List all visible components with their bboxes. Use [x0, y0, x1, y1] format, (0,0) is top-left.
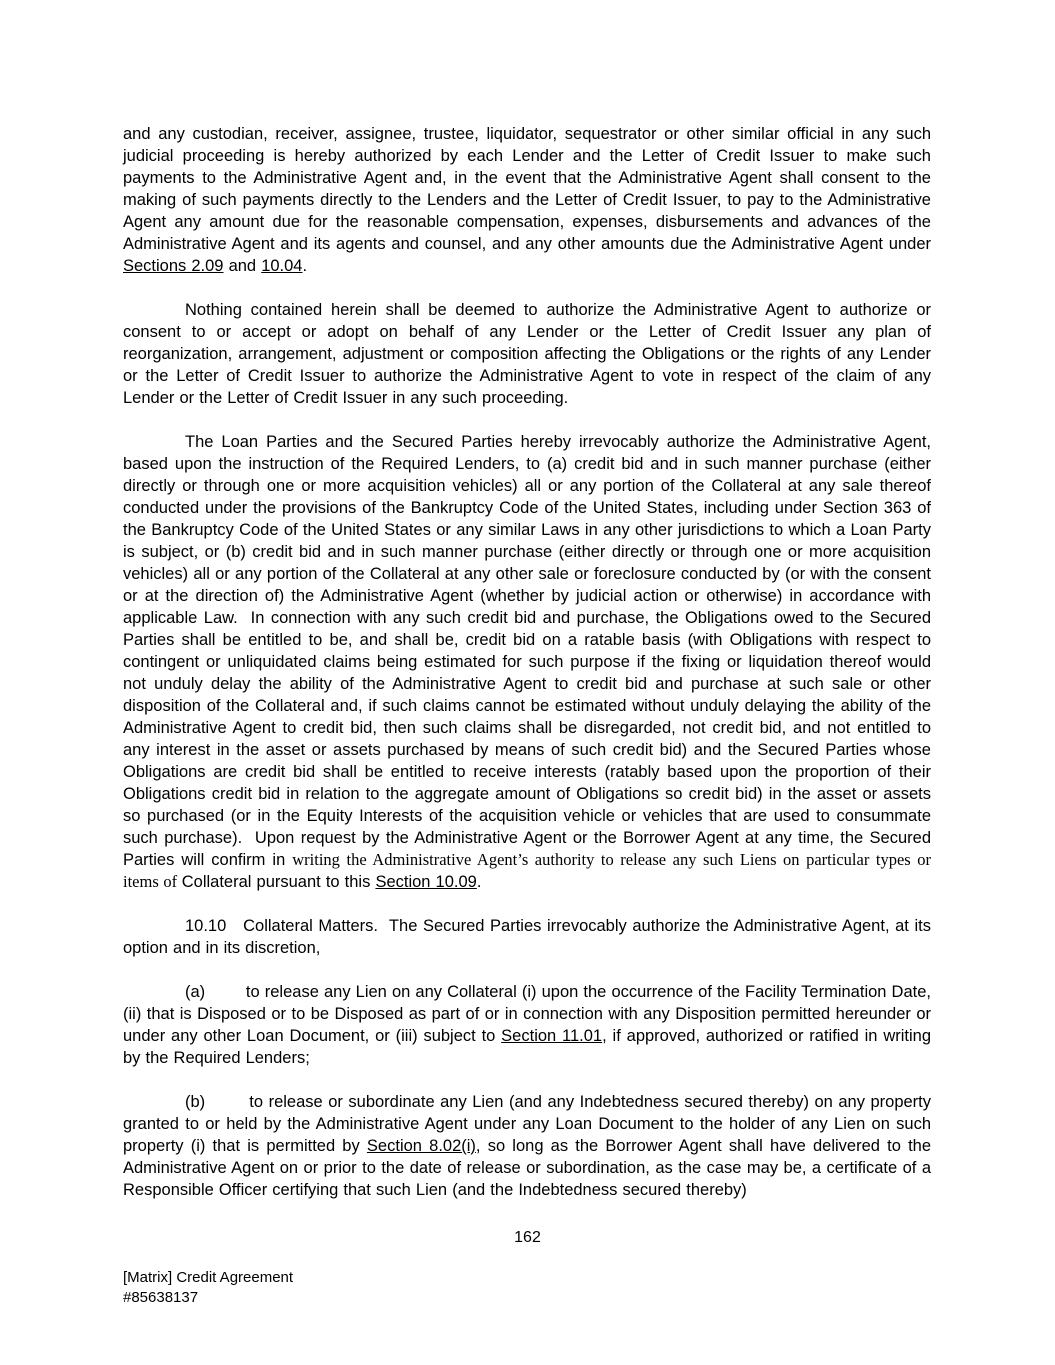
paragraph — [123, 431, 931, 893]
document-body — [123, 123, 931, 1223]
paragraph — [123, 981, 931, 1069]
section-reference: Section 10.09 — [375, 873, 477, 891]
page-footer — [123, 1268, 293, 1308]
section-reference: 10.04 — [261, 257, 303, 275]
text-run: , if approved, authorized or ratified in writing by the Required Lenders; — [123, 1027, 932, 1067]
text-run: writing the Administrative Agent’s authority to release any such Liens on particular types or items of — [123, 850, 931, 891]
text-run: , so long as the Borrower Agent shall have delivered to the Administrative Agent on or prior to the date of release or subordination, as the case may be, a certificate of a Responsible Officer certifying that such Lien (and the Indebtedness secured thereby) — [123, 1137, 932, 1199]
footer-doc-title: [Matrix] Credit Agreement — [123, 1269, 294, 1286]
paragraph — [123, 299, 931, 409]
text-run: Nothing contained herein shall be deemed to authorize the Administrative Agent to authorize or consent to or accept or adopt on behalf of any Lender or the Letter of Credit Issuer any plan of reorganization, arrangement, adjustment or composition affecting the Obligations or the rights of any Lender or the Letter of Credit Issuer to authorize the Administrative Agent to vote in respect of the claim of any Lender or the Letter of Credit Issuer in any such proceeding. — [123, 301, 931, 407]
text-run: . — [302, 257, 308, 275]
footer-doc-id: #85638137 — [123, 1289, 199, 1306]
paragraph — [123, 123, 931, 277]
paragraph — [123, 915, 931, 959]
text-run: . — [476, 873, 482, 891]
text-run: (a) to release any Lien on any Collateral (i) upon the occurrence of the Facility Termination Date, (ii) that is Disposed or to be Disposed as part of or in connection with any Disposition permitted hereunder or under any other Loan Document, or (iii) subject to — [123, 983, 931, 1045]
paragraph — [123, 1091, 931, 1201]
section-reference: Sections 2.09 — [123, 257, 224, 275]
text-run: Collateral pursuant to this — [181, 873, 376, 891]
text-run: 10.10 Collateral Matters. The Secured Parties irrevocably authorize the Administrative Agent, at its option and in its discretion, — [123, 917, 931, 957]
page-number: 162 — [514, 1229, 541, 1246]
text-run: and — [223, 257, 262, 275]
section-reference: Section 8.02(i) — [366, 1137, 476, 1155]
text-run: (b) to release or subordinate any Lien (and any Indebtedness secured thereby) on any property granted to or held by the Administrative Agent under any Loan Document to the holder of any Lien on such property (i) that is permitted by — [123, 1093, 931, 1155]
text-run: and any custodian, receiver, assignee, trustee, liquidator, sequestrator or other similar official in any such judicial proceeding is hereby authorized by each Lender and the Letter of Credit Issuer to make such payments to the Administrative Agent and, in the event that the Administrative Agent shall consent to the making of such payments directly to the Lenders and the Letter of Credit Issuer, to pay to the Administrative Agent any amount due for the reasonable compensation, expenses, disbursements and advances of the Administrative Agent and its agents and counsel, and any other amounts due the Administrative Agent under — [123, 125, 931, 253]
section-reference: Section 11.01 — [501, 1027, 603, 1045]
text-run: The Loan Parties and the Secured Parties hereby irrevocably authorize the Administrative Agent, based upon the instruction of the Required Lenders, to (a) credit bid and in such manner purchase (either directly or through one or more acquisition vehicles) all or any portion of the Collateral at any sale thereof conducted under the provisions of the Bankruptcy Code of the United States, including under Section 363 of the Bankruptcy Code of the United States or any similar Laws in any other jurisdictions to which a Loan Party is subject, or (b) credit bid and in such manner purchase (either directly or through one or more acquisition vehicles) all or any portion of the Collateral at any other sale or foreclosure conducted by (or with the consent or at the direction of) the Administrative Agent (whether by judicial action or otherwise) in accordance with applicable Law. In connection with any such credit bid and purchase, the Obligations owed to the Secured Parties shall be entitled to be, and shall be, credit bid on a ratable basis (with Obligations with respect to contingent or unliquidated claims being estimated for such purpose if the fixing or liquidation thereof would not unduly delay the ability of the Administrative Agent to credit bid and purchase at such sale or other disposition of the Collateral and, if such claims cannot be estimated without unduly delaying the ability of the Administrative Agent to credit bid, then such claims shall be disregarded, not credit bid, and not entitled to any interest in the asset or assets purchased by means of such credit bid) and the Secured Parties whose Obligations are credit bid shall be entitled to receive interests (ratably based upon the proportion of their Obligations credit bid in relation to the aggregate amount of Obligations so credit bid) in the asset or assets so purchased (or in the Equity Interests of the acquisition vehicle or vehicles that are used to consummate such purchase). Upon request by the Administrative Agent or the Borrower Agent at any time, the Secured Parties will confirm in — [123, 433, 931, 869]
